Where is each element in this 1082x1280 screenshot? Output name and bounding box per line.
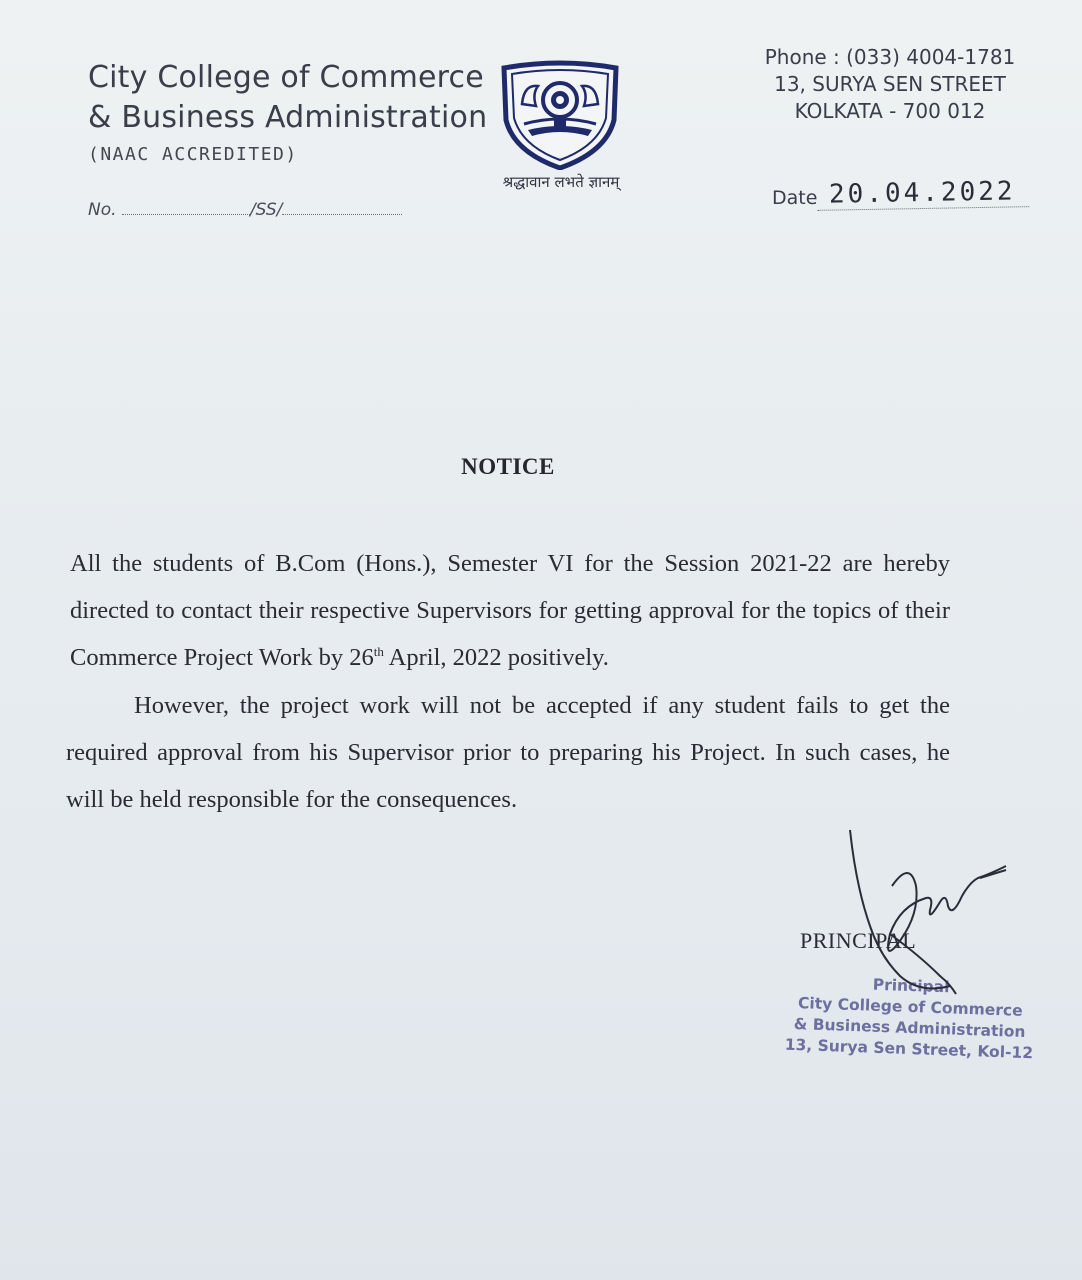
notice-paragraph-2 [66, 682, 950, 823]
address-line2: KOLKATA - 700 012 [794, 99, 986, 123]
reference-number [88, 200, 402, 220]
date-value: 20.04.2022 [817, 176, 1030, 211]
address-line1: 13, SURYA SEN STREET [774, 72, 1006, 96]
ref-no-blank-2 [282, 202, 402, 215]
phone-number: Phone : (033) 4004-1781 [764, 45, 1016, 69]
notice-title: NOTICE [461, 454, 555, 479]
college-name-line2: & Business Administration [88, 100, 488, 135]
ref-no-middle: /SS/ [249, 200, 283, 220]
stamp-line1: Principal [872, 975, 950, 997]
contact-details [742, 44, 1038, 125]
stamp-line3: & Business Administration [793, 1014, 1026, 1042]
date-field [772, 178, 1029, 209]
stamp-line4: 13, Surya Sen Street, Kol-12 [784, 1035, 1034, 1063]
date-ordinal-suffix: th [373, 643, 384, 659]
notice-paragraph-1 [70, 540, 950, 681]
ref-no-label: No. [88, 200, 117, 220]
date-label: Date [772, 187, 818, 209]
paragraph-2-text: However, the project work will not be accepted if any student fails to get the required approval from his Supervisor prior to preparing his Project. In such cases, he will be held responsible for the consequences. [66, 692, 950, 813]
principal-signature [830, 826, 1030, 996]
college-name-line1: City College of Commerce [88, 60, 484, 95]
principal-designation: PRINCIPAL [800, 928, 917, 953]
paragraph-1-end: April, 2022 positively. [383, 644, 609, 671]
accreditation-label: (NAAC ACCREDITED) [88, 144, 298, 165]
college-name [88, 58, 487, 138]
stamp-line2: City College of Commerce [797, 994, 1024, 1020]
college-crest-logo [498, 60, 622, 170]
college-motto: श्रद्धावान लभते ज्ञानम् [502, 173, 620, 191]
paragraph-1-text: All the students of B.Com (Hons.), Semester VI for the Session 2021-22 are hereby directed to contact their respective Supervisors for getting approval for the topics of their Commerce Project Work by 26 [70, 550, 950, 671]
ref-no-blank-1 [122, 202, 250, 215]
